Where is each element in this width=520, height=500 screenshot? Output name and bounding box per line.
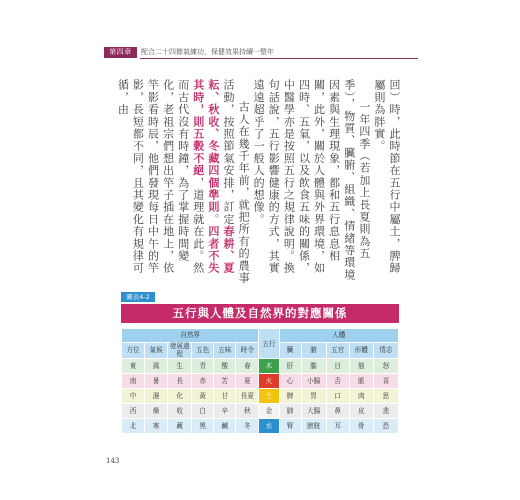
table-cell: 長夏	[236, 389, 258, 403]
table-cell: 辛	[214, 404, 235, 418]
table-cell: 鹹	[214, 419, 235, 433]
table-cell: 燥	[145, 404, 167, 418]
table-cell: 春	[236, 359, 258, 373]
table-cell: 苦	[214, 374, 235, 388]
wuxing-wood: 木	[259, 359, 278, 373]
table-cell: 鼻	[327, 404, 349, 418]
table-cell: 腎	[280, 419, 301, 433]
table-cell: 肺	[280, 404, 301, 418]
highlight-five-grains: 四者不失其時，則五穀不絕	[191, 79, 220, 275]
table-cell: 秋	[236, 404, 258, 418]
table-cell: 長	[168, 374, 191, 388]
table-row-wood	[122, 359, 398, 373]
col-process: 發展過程	[169, 342, 190, 358]
wuxing-water: 水	[259, 419, 278, 433]
table-cell: 悲	[374, 404, 398, 418]
table-cell: 皮	[350, 404, 373, 418]
table-cell: 恐	[374, 419, 398, 433]
table-cell: 黃	[192, 389, 213, 403]
wuxing-metal: 金	[259, 404, 278, 418]
table-cell: 筋	[350, 359, 373, 373]
table-row-earth	[122, 389, 398, 403]
table-cell: 肉	[350, 389, 373, 403]
table-cell: 冬	[236, 419, 258, 433]
table-cell: 黑	[192, 419, 213, 433]
table-cell: 暑	[145, 374, 167, 388]
table-cell: 濕	[145, 389, 167, 403]
table-cell: 生	[168, 359, 191, 373]
group-nature: 自然界	[122, 329, 258, 342]
col-season: 時令	[236, 343, 258, 358]
table-cell: 脈	[350, 374, 373, 388]
table-cell: 風	[145, 359, 167, 373]
table-cell: 青	[192, 359, 213, 373]
highlight-farming-principles: 春耕、夏耘、秋收、冬藏四個準則	[206, 79, 235, 275]
table-cell: 心	[280, 374, 301, 388]
paragraph-1: 回）時，此時節在五行中屬土，脾歸屬則為胖實。	[372, 79, 401, 275]
table-cell: 白	[192, 404, 213, 418]
chapter-title: 配合二十四節氣練功，保健效果持續一整年	[141, 48, 274, 56]
table-cell: 喜	[374, 374, 398, 388]
col-body-part: 形體	[350, 343, 373, 358]
table-cell: 夏	[236, 374, 258, 388]
col-zang: 臟	[280, 343, 301, 358]
group-body: 人體	[280, 329, 399, 342]
table-cell: 怒	[374, 359, 398, 373]
body-text	[118, 79, 402, 284]
table-cell: 南	[122, 374, 144, 388]
header-divider	[140, 58, 418, 59]
wuxing-earth: 土	[259, 389, 278, 403]
table-cell: 目	[327, 359, 349, 373]
table-cell: 酸	[214, 359, 235, 373]
col-color: 五色	[192, 343, 213, 358]
table-cell: 西	[122, 404, 144, 418]
table-cell: 大腸	[302, 404, 326, 418]
table-cell: 寒	[145, 419, 167, 433]
table-row-fire	[122, 374, 398, 388]
wuxing-fire: 火	[259, 374, 278, 388]
col-fu: 腑	[302, 343, 326, 358]
table-cell: 北	[122, 419, 144, 433]
table-cell: 中	[122, 389, 144, 403]
paragraph-2: 一年四季（若加上長夏則為五季），物質、臟腑、組織、情緒等環境因素與生理現象，都和五行息息相關，此外，關於人體與外界環境，如四時、五氣，以及飲食五味的關係，中醫學亦是按照五行之規律說明。換句話說，五行影響健康的方式，其實遠遠超乎了一般人的想像。	[252, 79, 371, 281]
col-climate: 氣候	[145, 343, 167, 358]
table-row-water	[122, 419, 398, 433]
table-cell: 思	[374, 389, 398, 403]
figure-label: 圖表4-2	[121, 292, 155, 302]
group-header-row	[122, 329, 398, 342]
paragraph-3-text-c: ，道理就在此。然而古代沒有時鐘，為了掌握時間變化，老祖宗們想出竿子插在地上，依竿影看時辰，他們發現每日中午的竿影，長短都不同，且其變化有規律可循，由	[116, 79, 205, 275]
col-emotion: 情志	[374, 343, 398, 358]
table-cell: 舌	[327, 374, 349, 388]
table-cell: 膀胱	[302, 419, 326, 433]
col-taste: 五味	[214, 343, 235, 358]
page-number: 143	[106, 457, 120, 465]
col-sense-organ: 五官	[327, 343, 349, 358]
table-cell: 膽	[302, 359, 326, 373]
figure-title: 五行與人體及自然界的對應關係	[121, 304, 399, 323]
five-elements-table	[121, 328, 399, 434]
paragraph-3-text-b: 。	[206, 213, 220, 226]
table-cell: 藏	[168, 419, 191, 433]
table-cell: 胃	[302, 389, 326, 403]
table-cell: 口	[327, 389, 349, 403]
paragraph-3	[115, 79, 251, 284]
table-cell: 小腸	[302, 374, 326, 388]
col-direction: 方位	[122, 343, 144, 358]
table-cell: 化	[168, 389, 191, 403]
table-cell: 骨	[350, 419, 373, 433]
table-cell: 赤	[192, 374, 213, 388]
table-cell: 收	[168, 404, 191, 418]
table-cell: 脾	[280, 389, 301, 403]
table-cell: 東	[122, 359, 144, 373]
group-wuxing: 五行	[259, 329, 278, 358]
paragraph-3-text-a: 古人在幾千年前，就把所有的農事活動，按照節氣安排，訂定	[221, 79, 251, 284]
table-cell: 肝	[280, 359, 301, 373]
table-cell: 甘	[214, 389, 235, 403]
table-cell: 耳	[327, 419, 349, 433]
table-row-metal	[122, 404, 398, 418]
chapter-tag: 第四章	[104, 47, 137, 58]
